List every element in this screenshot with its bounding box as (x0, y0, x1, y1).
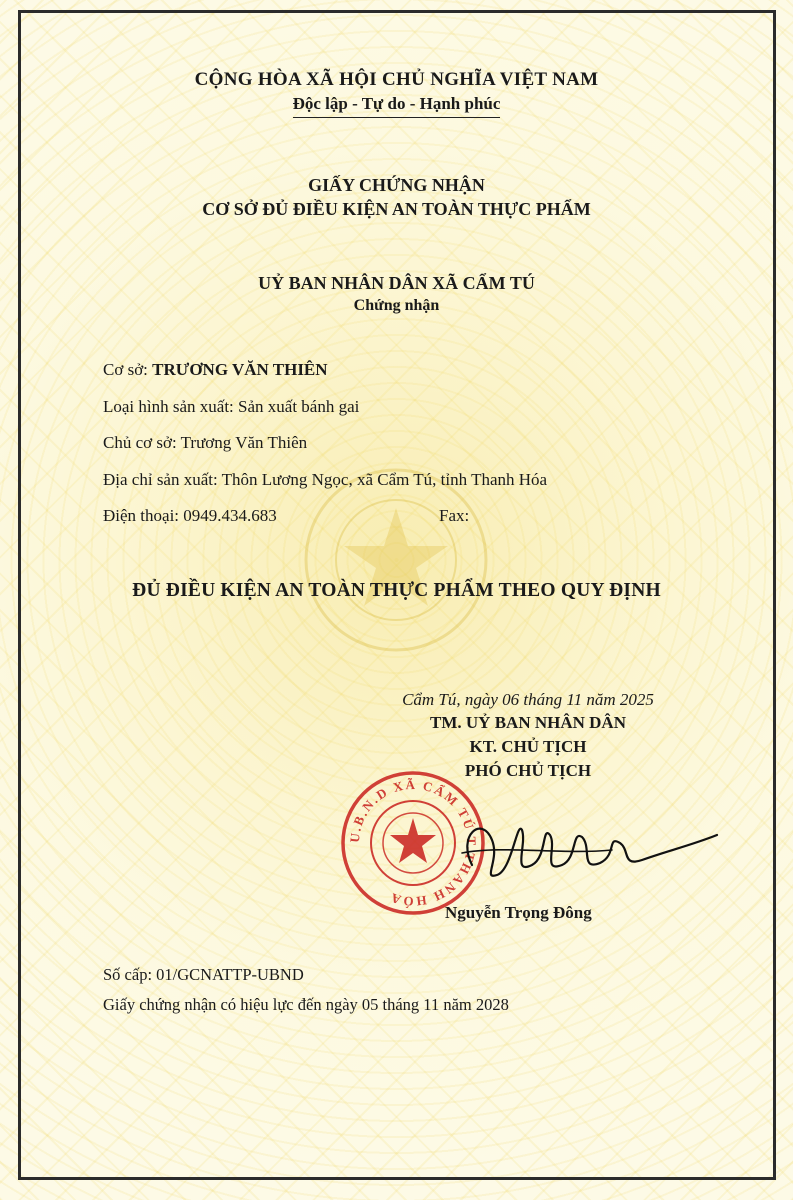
address-field: Địa chỉ sản xuất: Thôn Lương Ngọc, xã Cẩm Tú, tỉnh Thanh Hóa (103, 470, 548, 489)
certification-statement: ĐỦ ĐIỀU KIỆN AN TOÀN THỰC PHẨM THEO QUY ĐỊNH (132, 580, 661, 601)
owner-field: Chủ cơ sở: Trương Văn Thiên (103, 433, 308, 452)
handwritten-signature-icon (442, 805, 722, 895)
motto-row (0, 94, 793, 118)
certificate-number: Số cấp: 01/GCNATTP-UBND (103, 965, 304, 984)
facility-field (103, 360, 328, 380)
certificate-subtitle: CƠ SỞ ĐỦ ĐIỀU KIỆN AN TOÀN THỰC PHẨM (202, 199, 591, 219)
validity-statement: Giấy chứng nhận có hiệu lực đến ngày 05 tháng 11 năm 2028 (103, 995, 509, 1014)
signer-name: Nguyễn Trọng Đông (445, 903, 592, 922)
emblem-watermark-icon (296, 460, 496, 660)
fax-field: Fax: (439, 506, 470, 525)
issuing-authority: UỶ BAN NHÂN DÂN XÃ CẨM TÚ (258, 273, 535, 293)
signing-for-chairman: KT. CHỦ TỊCH (469, 737, 587, 756)
certificate-title: GIẤY CHỨNG NHẬN (308, 175, 485, 195)
production-type-field: Loại hình sản xuất: Sản xuất bánh gai (103, 397, 360, 416)
seal-text: U.B.N.D XÃ CẨM TÚ T.THANH HÓA (346, 776, 480, 910)
signer-position: PHÓ CHỦ TỊCH (464, 761, 592, 780)
national-title: CỘNG HÒA XÃ HỘI CHỦ NGHĨA VIỆT NAM (194, 69, 599, 90)
certifies-label: Chứng nhận (353, 297, 440, 314)
facility-label: Cơ sở: (103, 360, 153, 379)
facility-name: TRƯƠNG VĂN THIÊN (152, 360, 328, 379)
signing-on-behalf: TM. UỶ BAN NHÂN DÂN (430, 713, 626, 732)
national-motto: Độc lập - Tự do - Hạnh phúc (293, 94, 501, 118)
place-date: Cẩm Tú, ngày 06 tháng 11 năm 2025 (402, 690, 654, 709)
phone-field: Điện thoại: 0949.434.683 (103, 506, 277, 525)
